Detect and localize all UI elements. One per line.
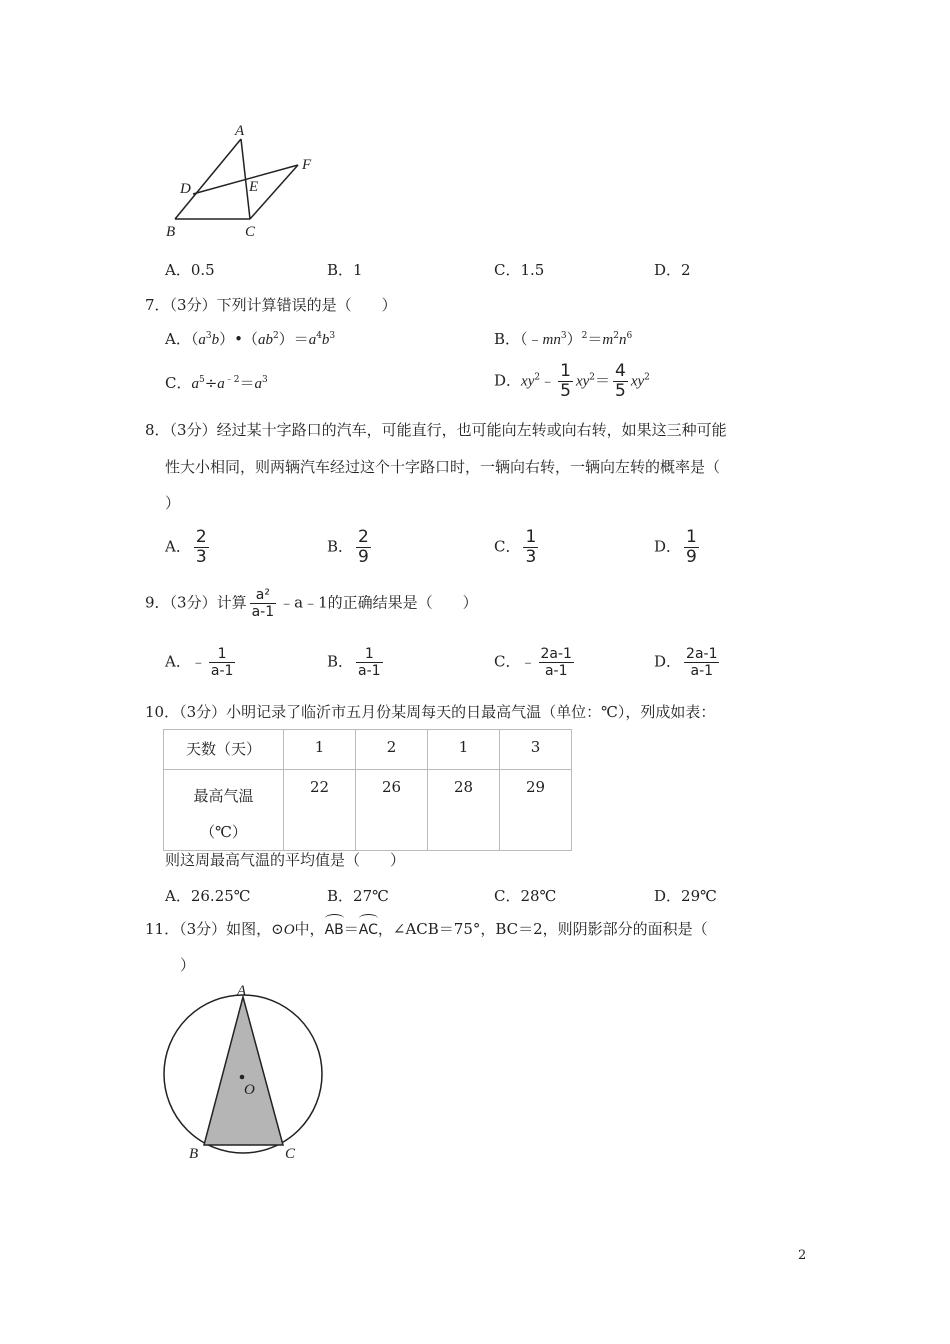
table-cell: 最高气温 （℃） xyxy=(164,770,284,851)
q6-label-c: C xyxy=(245,224,256,240)
q6-option-d: D．2 xyxy=(654,261,691,279)
q10-option-d: D．29℃ xyxy=(654,887,717,905)
q6-label-f: F xyxy=(302,157,312,173)
q7-option-b: B．$(﹣mn^3)^2=m^2n^6$ xyxy=(494,330,633,348)
q11-label-c: C xyxy=(285,1146,296,1162)
table-row xyxy=(164,730,572,770)
q6-option-c: C．1.5 xyxy=(494,261,545,279)
table-cell: 1 xyxy=(284,730,356,770)
q10-option-c: C．28℃ xyxy=(494,887,557,905)
q10-question: 则这周最高气温的平均值是（ ） xyxy=(165,851,406,869)
q9-stem: 9．（3分）计算 $\frac{\text{a²}}{a-1}$ ﹣a﹣1的正确结果是（ ） xyxy=(145,587,478,620)
q8-line-3: ） xyxy=(165,494,181,512)
table-cell: 3 xyxy=(500,730,572,770)
q10-option-a: A．26.25℃ xyxy=(165,887,251,905)
q6-label-d: D xyxy=(180,181,191,197)
q9-option-c: C．﹣ $\frac{2a-1}{a-1}$ xyxy=(494,646,572,679)
q10-option-b: B．27℃ xyxy=(327,887,389,905)
q6-option-b: B．1 xyxy=(327,261,363,279)
table-cell: 22 xyxy=(284,770,356,851)
page-number: 2 xyxy=(798,1248,807,1263)
q10-table xyxy=(163,729,572,851)
q8-option-d: D． $\frac{1}{9}$ xyxy=(654,527,697,567)
q11-figure xyxy=(160,978,335,1163)
q9-option-d: D． $\frac{2a-1}{a-1}$ xyxy=(654,646,718,679)
table-cell: 28 xyxy=(428,770,500,851)
q11-stem: 11．（3分）如图，⊙O中， AB＝ AC，∠ACB＝75°，BC＝2，则阴影部分的面积是（ xyxy=(145,918,708,939)
table-row xyxy=(164,770,572,851)
q9-option-a: A．﹣ $\frac{1}{a-1}$ xyxy=(165,646,234,679)
table-cell: 29 xyxy=(500,770,572,851)
q6-option-a: A．0.5 xyxy=(165,261,215,279)
q6-figure xyxy=(160,118,330,248)
q6-label-b: B xyxy=(166,224,176,240)
q8-option-a: A． $\frac{2}{3}$ xyxy=(165,527,207,567)
table-cell: 2 xyxy=(356,730,428,770)
q9-option-b: B． $\frac{1}{a-1}$ xyxy=(327,646,381,679)
q11-label-b: B xyxy=(189,1146,199,1162)
table-cell: 26 xyxy=(356,770,428,851)
table-cell: 天数（天） xyxy=(164,730,284,770)
q6-label-e: E xyxy=(249,179,259,195)
q8-option-c: C． $\frac{1}{3}$ xyxy=(494,527,537,567)
table-cell: 1 xyxy=(428,730,500,770)
q8-option-b: B． $\frac{2}{9}$ xyxy=(327,527,369,567)
q7-option-c: C．$a^5\div a^{﹣2}=a^3$ xyxy=(165,374,268,392)
q7-stem: 7．（3分）下列计算错误的是（ ） xyxy=(145,296,397,314)
q7-option-a: A．$(a^3b)•(ab^2)=a^4b^3$ xyxy=(165,330,336,348)
q11-label-a: A xyxy=(237,983,247,999)
q8-line-2: 性大小相同，则两辆汽车经过这个十字路口时，一辆向右转，一辆向左转的概率是（ xyxy=(165,458,721,476)
q6-label-a: A xyxy=(235,123,245,139)
q11-label-o: O xyxy=(244,1082,255,1098)
q8-line-1: 8．（3分）经过某十字路口的汽车，可能直行，也可能向左转或向右转，如果这三种可能 xyxy=(145,421,727,439)
q11-line-2: ） xyxy=(180,956,196,974)
q7-option-d: D．$xy^2﹣$ $\frac{1}{5}$ $xy^2=$ $\frac{4}{5}$ $xy^2$ xyxy=(494,361,650,401)
q10-stem: 10．（3分）小明记录了临沂市五月份某周每天的日最高气温（单位：℃），列成如表： xyxy=(145,703,716,721)
